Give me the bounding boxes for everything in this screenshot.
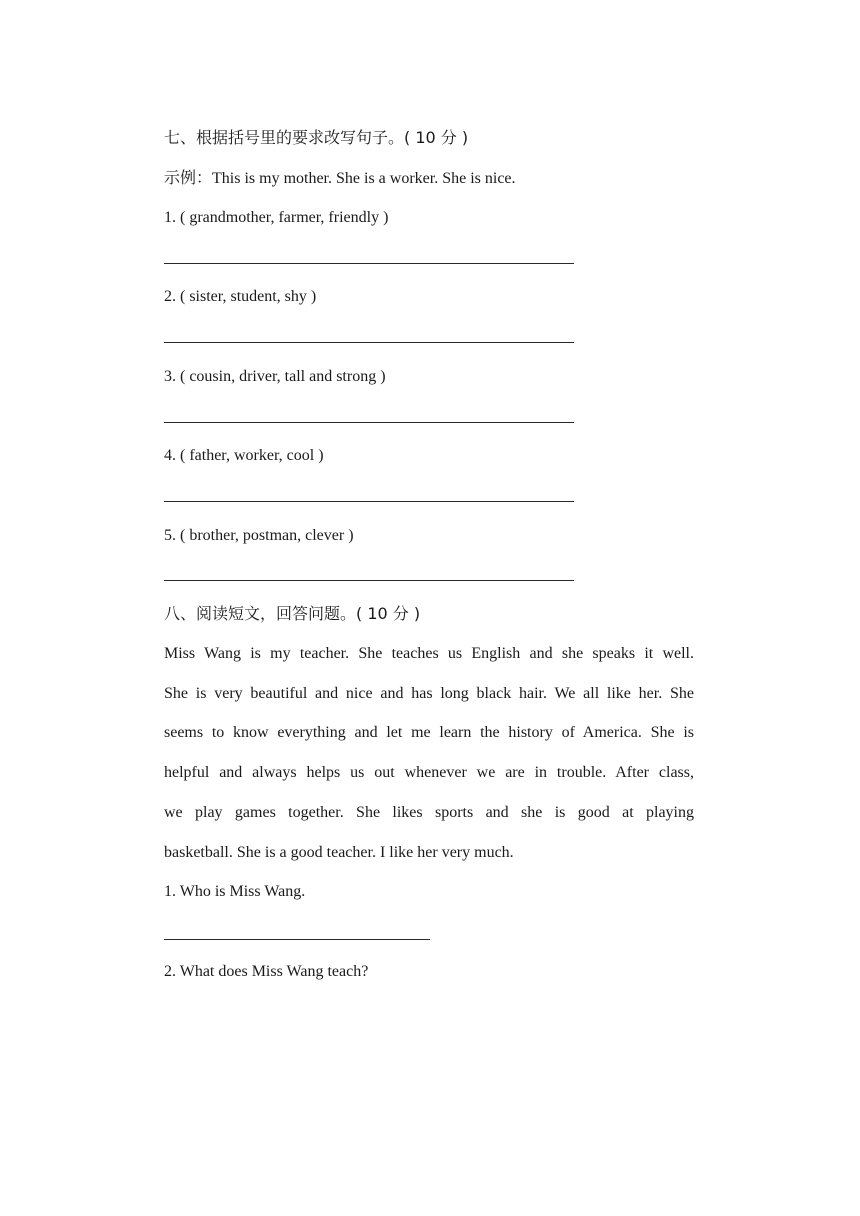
section-8-heading: 八、阅读短文，回答问题。( 10 分 ) (164, 604, 421, 623)
answer-line-5[interactable] (164, 580, 574, 581)
worksheet-page (164, 0, 704, 1216)
passage-line-3: seems to know everything and let me learn the history of America. She is (164, 724, 694, 741)
section-7-example: 示例：This is my mother. She is a worker. She is nice. (164, 170, 516, 187)
passage-line-2: She is very beautiful and nice and has long black hair. We all like her. She (164, 685, 694, 702)
exercise-item-1: 1. ( grandmother, farmer, friendly ) (164, 209, 389, 226)
question-1-answer-line[interactable] (164, 939, 430, 940)
question-1: 1. Who is Miss Wang. (164, 883, 306, 900)
passage-line-1: Miss Wang is my teacher. She teaches us English and she speaks it well. (164, 645, 694, 662)
exercise-item-3: 3. ( cousin, driver, tall and strong ) (164, 368, 386, 385)
passage-line-6: basketball. She is a good teacher. I like her very much. (164, 844, 514, 861)
exercise-item-2: 2. ( sister, student, shy ) (164, 288, 317, 305)
answer-line-4[interactable] (164, 501, 574, 502)
passage-line-4: helpful and always helps us out whenever we are in trouble. After class, (164, 764, 694, 781)
passage-line-5: we play games together. She likes sports and she is good at playing (164, 804, 694, 821)
answer-line-1[interactable] (164, 263, 574, 264)
exercise-item-4: 4. ( father, worker, cool ) (164, 447, 324, 464)
answer-line-3[interactable] (164, 422, 574, 423)
section-7-heading: 七、根据括号里的要求改写句子。( 10 分 ) (164, 128, 469, 147)
answer-line-2[interactable] (164, 342, 574, 343)
question-2: 2. What does Miss Wang teach? (164, 963, 369, 980)
exercise-item-5: 5. ( brother, postman, clever ) (164, 527, 354, 544)
